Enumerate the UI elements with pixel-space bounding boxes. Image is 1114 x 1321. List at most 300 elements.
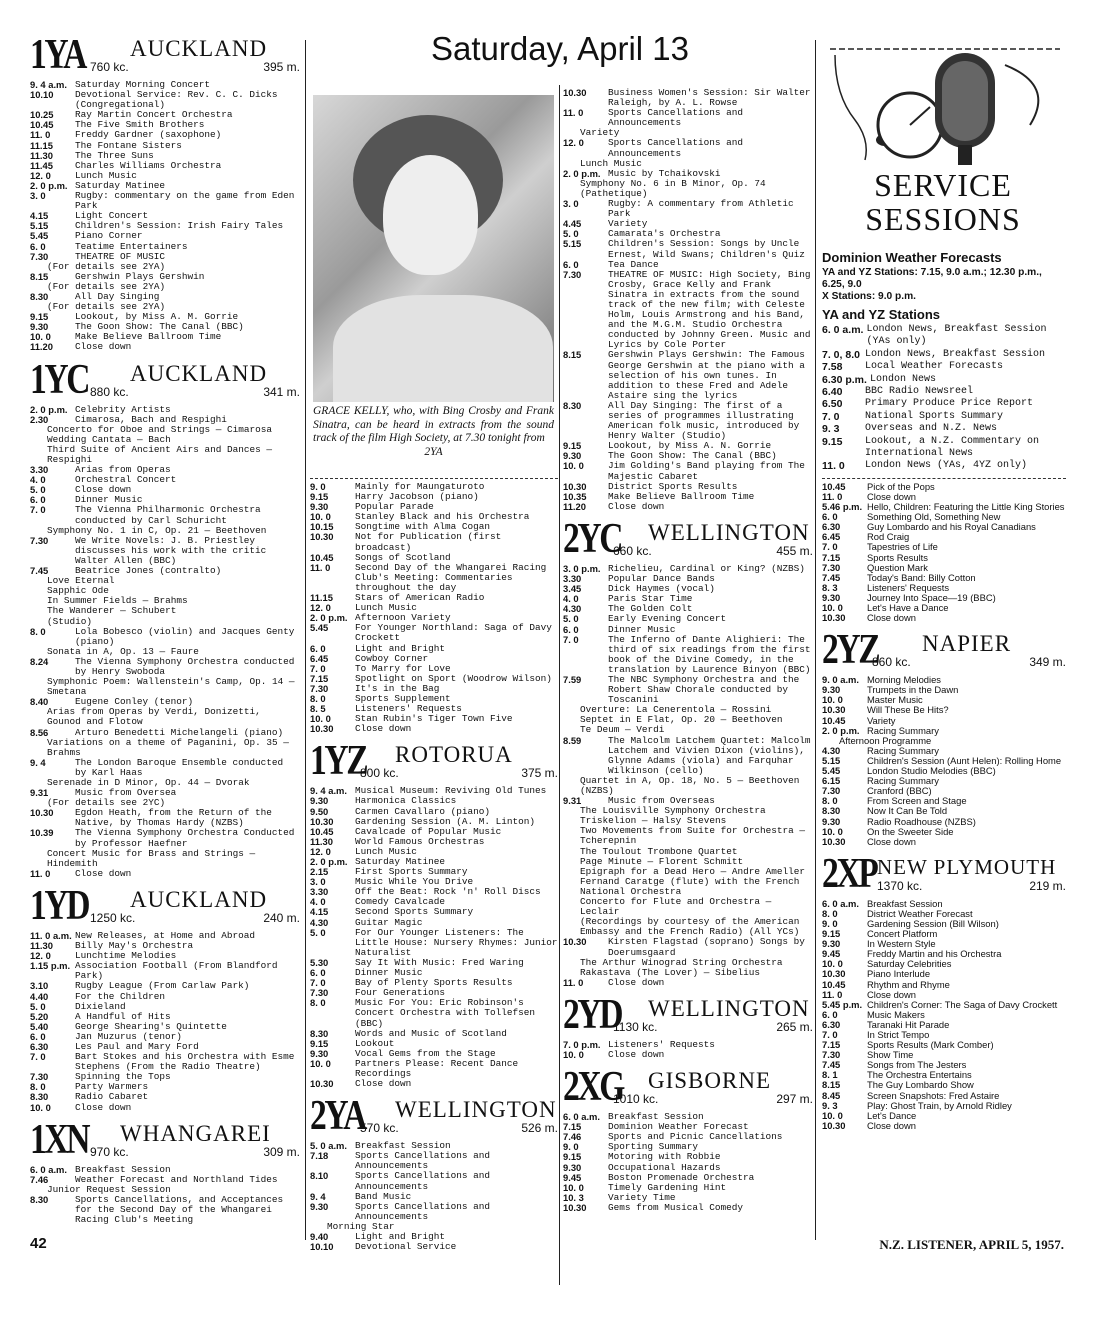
programme-time: 8. 5: [310, 703, 326, 715]
programme-time: 10.30: [563, 87, 587, 98]
programme-time: 6.30: [822, 521, 841, 533]
programme-title: Guitar Magic: [355, 916, 423, 928]
programme-time: 4.30: [310, 916, 329, 928]
programme-row: [30, 332, 300, 342]
programme-row: [310, 492, 558, 502]
programme-time: 8. 0: [822, 907, 838, 919]
station-logo: 1XN: [30, 1116, 89, 1163]
programme-title: Close down: [867, 988, 916, 1000]
programme-time: 4.30: [822, 744, 841, 756]
programme-title: Close down: [355, 1078, 412, 1090]
programme-row: [563, 350, 813, 400]
programme-row: [563, 968, 813, 978]
programme-title: Symphony No. 6 in B Minor, Op. 74 (Pathetique): [580, 177, 766, 199]
programme-time: 7.15: [822, 551, 841, 563]
programme-time: 10.30: [822, 612, 846, 624]
programme-time: 7.46: [563, 1131, 582, 1143]
programme-title: Occupational Hazards: [608, 1161, 721, 1173]
programme-title: The Guy Lombardo Show: [867, 1079, 974, 1091]
programme-time: 9. 4: [310, 1190, 326, 1202]
programme-title: Make Believe Ballroom Time: [608, 490, 755, 502]
programme-row: [822, 349, 1066, 361]
programme-time: [30, 576, 47, 586]
station-wavelength: 395 m.: [263, 60, 300, 74]
programme-list: [822, 482, 1066, 623]
programme-time: 6. 0: [30, 240, 46, 252]
programme-title: Septet in E Flat, Op. 20 — Beethoven: [580, 714, 783, 726]
programme-row: [822, 1000, 1066, 1010]
programme-title: Gardening Session (A. M. Linton): [355, 815, 536, 827]
programme-time: 5.45: [822, 765, 841, 777]
programme-title: Piano Corner: [75, 230, 143, 242]
programme-title: Gems from Musical Comedy: [608, 1201, 744, 1213]
programme-row: [563, 614, 813, 624]
programme-row: [310, 1202, 558, 1222]
weather-line: YA and YZ Stations: 7.15, 9.0 a.m.; 12.30 p.m., 6.25, 9.0: [822, 267, 1042, 290]
programme-row: [563, 108, 813, 128]
programme-time: 9. 4 a.m.: [310, 785, 348, 797]
programme-title: Light Concert: [75, 210, 149, 222]
programme-time: [563, 179, 580, 199]
programme-title: From Screen and Stage: [867, 795, 967, 807]
station-wavelength: 455 m.: [776, 543, 813, 558]
programme-time: 2. 0 p.m.: [563, 167, 601, 179]
programme-row: [563, 1050, 813, 1060]
programme-list: [310, 786, 558, 1089]
programme-title: Dick Haymes (vocal): [608, 583, 715, 595]
programme-row: [30, 981, 300, 991]
station-logo: 2YD: [563, 991, 622, 1038]
programme-title: Sports Cancellations and Announcements: [355, 1170, 491, 1192]
programme-row: [30, 505, 300, 525]
programme-time: 7. 0: [822, 410, 840, 423]
programme-time: 6. 0: [563, 623, 579, 635]
programme-title: Boston Promenade Orchestra: [608, 1171, 755, 1183]
programme-title: Symphonic Poem: Wallenstein's Camp, Op. 14 — Smetana: [47, 676, 295, 698]
programme-title: Let's Dance: [867, 1109, 917, 1121]
programme-title: Beatrice Jones (contralto): [75, 565, 222, 577]
programme-title: Eugene Conley (tenor): [75, 696, 194, 708]
programme-title: Gershwin Plays Gershwin: The Famous George Gershwin at the piano with a selection of his own tunes. In addition to these Fred and Adele Astaire sing the lyrics: [608, 349, 805, 401]
station-wavelength: 349 m.: [1029, 655, 1066, 670]
programme-time: 8.56: [30, 726, 49, 738]
programme-title: Tea Dance: [608, 258, 659, 270]
programme-time: 10.30: [563, 1201, 587, 1213]
programme-row: [30, 606, 300, 616]
programme-title: Stars of American Radio: [355, 592, 485, 604]
programme-title: Songs from The Jesters: [867, 1059, 967, 1071]
programme-time: 4.30: [563, 603, 582, 615]
programme-title: Sapphic Ode: [47, 585, 109, 597]
programme-time: 6. 0: [310, 642, 326, 654]
programme-title: Charles Williams Orchestra: [75, 159, 222, 171]
programme-title: The Inferno of Dante Alighieri: The third of six readings from the first book of the Divine Comedy, in the translation by Laurence Binyon (BBC): [608, 633, 811, 675]
programme-list: [30, 80, 300, 353]
programme-time: 10. 0: [822, 694, 843, 706]
programme-time: [563, 867, 580, 877]
programme-title: Love Eternal: [47, 575, 115, 587]
programme-time: 7. 0: [310, 977, 326, 989]
programme-title: On the Sweeter Side: [867, 825, 954, 837]
programme-row: [563, 897, 813, 917]
programme-time: 9.15: [310, 491, 329, 503]
programme-time: 6. 0 a.m.: [822, 897, 860, 909]
programme-row: [822, 1020, 1066, 1030]
station-header: [30, 356, 300, 403]
programme-title: Concert Platform: [867, 928, 938, 940]
programme-time: 8.30: [563, 399, 582, 411]
station-header: [310, 1095, 558, 1139]
programme-row: [310, 998, 558, 1028]
column-2: [310, 475, 558, 1252]
programme-time: 6.30: [822, 1018, 841, 1030]
programme-title: Cowboy Corner: [355, 652, 429, 664]
programme-time: 10.30: [822, 968, 846, 980]
programme-row: [30, 221, 300, 231]
programme-title: Local Weather Forecasts: [865, 361, 1004, 373]
programme-title: London News, Breakfast Session: [865, 348, 1046, 360]
programme-title: The Five Smith Brothers: [75, 119, 205, 131]
programme-row: [563, 270, 813, 351]
programme-time: 10.30: [310, 531, 334, 543]
programme-row: [30, 475, 300, 485]
programme-time: 10.30: [310, 815, 334, 827]
programme-time: 8.30: [30, 290, 49, 302]
programme-title: New Releases, at Home and Abroad: [75, 929, 256, 941]
programme-row: [30, 992, 300, 1002]
programme-title: Cavalcade of Popular Music: [355, 825, 502, 837]
programme-row: [310, 928, 558, 958]
programme-title: Close down: [355, 723, 412, 735]
programme-row: [822, 460, 1066, 472]
programme-row: [30, 627, 300, 647]
programme-title: Carmen Cavallaro (piano): [355, 805, 491, 817]
programme-row: [563, 635, 813, 675]
programme-title: Fernand Caratge (flute) with the French National Orchestra: [580, 875, 800, 897]
programme-time: 7.30: [822, 561, 841, 573]
programme-title: Pick of the Pops: [867, 480, 935, 492]
programme-title: Lookout, by Miss A. N. Gorrie: [608, 440, 772, 452]
programme-title: Mainly for Maungaturoto: [355, 481, 485, 492]
programme-title: Triskelion — Halsy Stevens: [580, 815, 727, 827]
programme-title: Teatime Entertainers: [75, 240, 188, 252]
station-wavelength: 240 m.: [263, 910, 300, 925]
programme-time: 9.30: [310, 795, 329, 807]
programme-time: [563, 897, 580, 917]
programme-time: 8. 3: [822, 581, 838, 593]
programme-time: 11.30: [310, 835, 333, 847]
programme-title: Hello, Children: Featuring the Little King Stories: [867, 501, 1065, 513]
programme-time: 10.30: [563, 936, 587, 948]
programme-title: Morning Melodies: [867, 674, 941, 686]
programme-time: 8.40: [30, 696, 49, 708]
programme-title: Saturday Matinee: [355, 856, 446, 867]
programme-title: National Sports Summary: [865, 410, 1004, 422]
programme-title: Rhythm and Rhyme: [867, 978, 950, 990]
programme-title: Music While You Drive: [355, 876, 474, 888]
photo-caption: [313, 405, 554, 459]
programme-time: 6. 0: [822, 1008, 838, 1020]
programme-title: In Strict Tempo: [867, 1029, 930, 1040]
programme-title: Afternoon Variety: [355, 612, 451, 624]
programme-time: 4.15: [310, 906, 329, 918]
programme-time: 7.30: [30, 1071, 49, 1083]
programme-row: [822, 361, 1066, 373]
station-header: [30, 882, 300, 929]
programme-title: (Studio): [47, 615, 93, 627]
station-logo: 2YA: [310, 1093, 366, 1140]
programme-row: [310, 1029, 558, 1039]
programme-title: Close down: [608, 1048, 665, 1060]
programme-row: [30, 677, 300, 697]
page-title: Saturday, April 13: [430, 30, 690, 67]
station-frequency: 1130 kc.: [613, 1019, 658, 1034]
programme-title: Lookout: [355, 1037, 395, 1049]
programme-title: Ray Martin Concert Orchestra: [75, 109, 233, 121]
programme-title: THEATRE OF MUSIC: High Society, Bing Crosby, Grace Kelly and Frank Sinatra in extracts from the sound track of the new film; with Celeste Holm, Louis Armstrong and his Band, and the M.G.M. Studio Orchestra conducted by Johnny Green. Music and Lyrics by Cole Porter: [608, 268, 811, 351]
programme-title: Sports Cancellations and Announcements: [608, 107, 744, 129]
programme-row: [310, 1059, 558, 1079]
programme-title: All Day Singing: The first of a series of programmes illustrating American folk music, introduced by Henry Walter (Studio): [608, 399, 800, 442]
station-city: ROTORUA: [395, 742, 513, 768]
programme-title: Music by Tchaikovski: [608, 167, 721, 179]
station-frequency: 660 kc.: [613, 543, 652, 558]
programme-title: Freddy Martin and his Orchestra: [867, 948, 1002, 960]
programme-title: Listeners' Requests: [608, 1038, 715, 1050]
programme-title: Variations on a theme of Paganini, Op. 35 — Brahms: [47, 736, 289, 758]
programme-title: Cimarosa, Bach and Respighi: [75, 413, 227, 425]
station-logo: 1YZ: [310, 738, 367, 785]
programme-title: Let's Have a Dance: [867, 602, 949, 613]
programme-time: 8.30: [30, 1091, 49, 1103]
programme-row: [30, 1195, 300, 1225]
programme-title: The Toulout Trombone Quartet: [580, 845, 738, 857]
programme-title: Comedy Cavalcade: [355, 896, 446, 908]
programme-time: 10.25: [30, 109, 54, 121]
programme-title: Rugby: commentary on the game from Eden Park: [75, 190, 295, 212]
station-wavelength: 297 m.: [776, 1092, 813, 1107]
programme-list: [310, 1141, 558, 1252]
photo-caption-station: 2YA: [424, 445, 443, 458]
programme-title: Saturday Matinee: [75, 179, 166, 191]
radio-microphone-emblem: [830, 45, 1060, 167]
programme-time: 6.45: [822, 531, 841, 543]
programme-row: [822, 1101, 1066, 1111]
station-city: AUCKLAND: [130, 886, 268, 912]
programme-title: Gershwin Plays Gershwin: [75, 270, 205, 282]
programme-row: [563, 776, 813, 796]
programme-time: [563, 715, 580, 725]
programme-time: 5. 0 a.m.: [310, 1140, 348, 1152]
programme-title: Music Makers: [867, 1008, 925, 1020]
programme-time: 9.30: [30, 321, 49, 333]
programme-row: [822, 522, 1066, 532]
programme-row: [310, 644, 558, 654]
programme-title: Third Suite of Ancient Airs and Dances — Respighi: [47, 443, 273, 465]
service-sessions: [822, 246, 1066, 1131]
programme-row: [822, 1121, 1066, 1131]
programme-time: 10.30: [30, 807, 54, 819]
programme-row: [563, 1040, 813, 1050]
programme-row: [563, 199, 813, 219]
programme-time: 11.20: [30, 341, 53, 353]
station-logo: 2XG: [563, 1064, 623, 1111]
programme-row: [822, 919, 1066, 929]
programme-list: [822, 675, 1066, 847]
programme-title: Sporting Summary: [608, 1141, 699, 1153]
programme-time: 3.45: [563, 583, 582, 595]
programme-title: Lola Bobesco (violin) and Jacques Genty (piano): [75, 625, 295, 647]
programme-time: 8. 0: [310, 692, 326, 704]
programme-title: Close down: [867, 612, 916, 624]
programme-time: 9.30: [822, 938, 841, 950]
programme-title: Songs of Scotland: [355, 551, 451, 563]
programme-time: 5.15: [30, 220, 49, 232]
programme-row: [310, 593, 558, 603]
station-header: [822, 629, 1066, 673]
station-logo: 1YC: [30, 356, 89, 403]
programme-title: Stanley Black and his Orchestra: [355, 511, 530, 523]
programme-title: Richelieu, Cardinal or King? (NZBS): [608, 562, 805, 574]
programme-time: 5.15: [822, 754, 841, 766]
programme-time: 9. 3: [822, 1099, 838, 1111]
programme-title: Close down: [867, 835, 916, 847]
programme-time: 7. 0: [30, 504, 46, 516]
programme-title: Early Evening Concert: [608, 613, 727, 625]
programme-title: Overture: La Cenerentola — Rossini: [580, 704, 772, 716]
programme-time: 4.15: [30, 210, 49, 222]
programme-row: [30, 808, 300, 828]
programme-title: Words and Music of Scotland: [355, 1027, 507, 1039]
programme-time: 9.30: [310, 501, 329, 513]
station-city: NEW PLYMOUTH: [877, 854, 1057, 879]
programme-title: In Western Style: [867, 938, 936, 950]
programme-title: Radio Cabaret: [75, 1091, 149, 1103]
programme-time: 7. 0, 8.0: [822, 348, 860, 361]
programme-title: Breakfast Session: [608, 1111, 704, 1123]
programme-title: Bay of Plenty Sports Results: [355, 977, 513, 989]
service-sessions-title: SERVICE SESSIONS: [865, 167, 1021, 237]
programme-row: [310, 1171, 558, 1191]
programme-row: [30, 536, 300, 566]
programme-title: Camarata's Orchestra: [608, 228, 721, 240]
programme-title: Question Mark: [867, 561, 928, 573]
programme-title: Listeners' Requests: [867, 581, 950, 593]
column-1: [30, 28, 300, 1225]
programme-title: Close down: [867, 490, 916, 502]
programme-row: [563, 917, 813, 937]
programme-row: [822, 398, 1066, 410]
programme-row: [563, 88, 813, 108]
programme-title: District Sports Results: [608, 480, 738, 492]
programme-time: 10.30: [822, 835, 846, 847]
programme-time: 7.45: [822, 571, 841, 583]
programme-row: [310, 907, 558, 917]
programme-title: Sports Results: [867, 551, 928, 563]
programme-row: [822, 980, 1066, 990]
programme-title: Quartet in A, Op. 18, No. 5 — Beethoven (NZBS): [580, 774, 800, 796]
programme-time: [563, 857, 580, 867]
programme-row: [822, 542, 1066, 552]
programme-title: The Goon Show: The Canal (BBC): [608, 450, 777, 462]
programme-title: Two Movements from Suite for Orchestra — Tcherepnin: [580, 825, 806, 847]
programme-time: [563, 958, 580, 968]
station-logo: 2XP: [822, 850, 877, 897]
programme-time: 7.59: [563, 673, 582, 685]
yayz-heading: YA and YZ Stations: [822, 307, 940, 322]
programme-row: [310, 532, 558, 552]
programme-title: The Goon Show: The Canal (BBC): [75, 321, 244, 333]
programme-row: [30, 231, 300, 241]
programme-row: [563, 978, 813, 988]
programme-time: 5.40: [30, 1020, 49, 1032]
programme-title: Devotional Service: Rev. C. C. Dicks (Congregational): [75, 89, 278, 111]
programme-time: [563, 705, 580, 715]
programme-title: Egdon Heath, from the Return of the Native, by Thomas Hardy (NZBS): [75, 807, 272, 829]
station-wavelength: 309 m.: [263, 1144, 300, 1159]
programme-title: In Summer Fields — Brahms: [47, 595, 188, 607]
programme-time: 9.45: [822, 948, 841, 960]
programme-time: 8.15: [563, 349, 582, 361]
programme-title: Orchestral Concert: [75, 474, 177, 486]
programme-title: Lunch Music: [355, 602, 417, 614]
station-frequency: 1250 kc.: [90, 910, 136, 925]
programme-title: Will These Be Hits?: [867, 704, 949, 716]
programme-time: 8. 0: [310, 997, 326, 1009]
station-frequency: 800 kc.: [360, 766, 399, 781]
programme-title: Dinner Music: [608, 623, 676, 635]
programme-title: First Sports Summary: [355, 866, 468, 878]
programme-time: [30, 707, 47, 727]
programme-time: 10. 0: [563, 460, 584, 472]
programme-time: 7. 0: [822, 1029, 838, 1040]
programme-time: 11. 0: [563, 976, 584, 988]
station-header: [310, 740, 558, 784]
programme-time: 3.10: [30, 980, 49, 992]
programme-row: [563, 492, 813, 502]
programme-title: Jan Muzurus (tenor): [75, 1030, 182, 1042]
programme-time: 12. 0: [563, 137, 584, 149]
programme-row: [30, 141, 300, 151]
programme-row: [822, 436, 1066, 461]
programme-time: 6.30: [30, 1040, 49, 1052]
service-list: [822, 324, 1066, 473]
programme-row: [310, 714, 558, 724]
station-header: [563, 515, 813, 562]
programme-time: 10. 0: [30, 331, 51, 343]
programme-time: 12. 0: [30, 950, 51, 962]
programme-title: BBC Radio Newsreel: [865, 386, 974, 398]
programme-time: 10.45: [30, 119, 54, 131]
programme-row: [30, 342, 300, 352]
programme-time: 11.30: [30, 940, 53, 952]
programme-time: [30, 445, 47, 465]
programme-time: 3. 0: [30, 190, 46, 202]
programme-time: 8.24: [30, 655, 49, 667]
programme-row: [822, 532, 1066, 542]
programme-time: [30, 425, 47, 435]
programme-time: 7.30: [822, 785, 841, 797]
programme-title: Rod Craig: [867, 531, 910, 543]
programme-time: [563, 826, 580, 846]
programme-row: [30, 1082, 300, 1092]
programme-time: 10.15: [310, 521, 334, 533]
programme-title: Cranford (BBC): [867, 785, 932, 797]
programme-time: 9.30: [563, 1161, 582, 1173]
programme-time: 11.15: [310, 592, 333, 604]
programme-time: 10. 0: [310, 713, 331, 725]
programme-title: Say It With Music: Fred Waring: [355, 956, 524, 968]
